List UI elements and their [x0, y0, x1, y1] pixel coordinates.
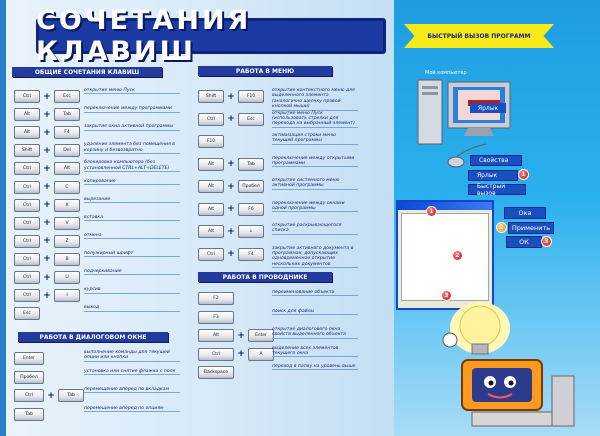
key-cap: F3: [198, 311, 234, 324]
key-cap: X: [54, 199, 80, 212]
shortcut-description: курсив: [84, 287, 180, 293]
shortcut-row: [14, 253, 80, 266]
shortcut-row: [198, 348, 274, 361]
shortcut-description: вырезание: [84, 197, 180, 203]
shortcut-row: [14, 108, 80, 121]
shortcut-row: [14, 217, 80, 230]
key-cap: Shift: [14, 144, 40, 157]
shortcut-row: [14, 90, 80, 103]
key-cap: B: [54, 253, 80, 266]
key-cap: Backspace: [198, 366, 234, 379]
shortcut-row: [14, 162, 80, 175]
mouse: [448, 157, 464, 167]
key-cap: Alt: [54, 162, 80, 175]
shortcut-row: [14, 307, 40, 320]
key-cap: Alt: [198, 225, 224, 238]
shortcut-description: удаление элемента без помещения в корзину и безвозвратно: [84, 142, 180, 154]
shortcut-description: закрытие активного документа в программах, допускающих одновременное открытие нескольких документов: [272, 246, 358, 269]
key-cap: Alt: [198, 203, 224, 216]
key-cap: Enter: [14, 352, 44, 365]
key-cap: Ctrl: [14, 217, 40, 230]
shortcut-row: [14, 126, 80, 139]
plus-icon: +: [43, 145, 51, 156]
key-cap: Пробел: [238, 180, 264, 193]
key-cap: Ctrl: [14, 253, 40, 266]
step-badge: 2: [496, 222, 507, 233]
left-edge-stripe: [0, 0, 6, 436]
context-item-shortcut[interactable]: Ярлык: [468, 170, 518, 181]
key-cap: Ctrl: [14, 235, 40, 248]
key-cap: Alt: [14, 126, 40, 139]
key-cap: C: [54, 181, 80, 194]
key-cap: F6: [238, 203, 264, 216]
shortcut-description: закрытие окна активной программы: [84, 124, 180, 130]
plus-icon: +: [43, 272, 51, 283]
key-cap: Alt: [198, 158, 224, 171]
key-cap: Enter: [248, 329, 274, 342]
dialog-button-ok[interactable]: ОК: [506, 236, 542, 248]
tower-body: [418, 80, 442, 144]
bulb-base: [472, 344, 488, 354]
dialog-button-apply[interactable]: Применить: [508, 222, 554, 234]
key-cap: Esc: [54, 90, 80, 103]
shortcut-row: [198, 113, 264, 126]
plus-icon: +: [47, 390, 55, 401]
plus-icon: +: [43, 236, 51, 247]
plus-icon: +: [227, 204, 235, 214]
step-badge: 3: [441, 290, 452, 301]
plus-icon: +: [227, 181, 235, 192]
shortcut-description: открытие меню Пуск (использовать стрелки для перехода на выбранный элемент): [272, 111, 358, 128]
shortcut-description: установка или снятие флажка с поля: [84, 369, 180, 375]
shortcut-row: [14, 144, 80, 157]
mascot-tower: [552, 376, 574, 426]
key-cap: F10: [238, 90, 264, 103]
shortcut-description: блокировка компьютера (без установленной CTRL+ALT+DELETE): [84, 160, 180, 172]
plus-icon: +: [43, 91, 51, 102]
key-cap: Ctrl: [14, 271, 40, 284]
step-badge: 1: [426, 206, 437, 217]
section-header-dialog: РАБОТА В ДИАЛОГОВОМ ОКНЕ: [18, 332, 168, 342]
shortcut-description: перемещение вперед по опциям: [84, 406, 180, 412]
shortcut-description: переключение между программами: [84, 106, 180, 112]
key-cap: Ctrl: [14, 181, 40, 194]
computer-label: Мой компьютер: [425, 70, 467, 76]
page-title: СОЧЕТАНИЯ КЛАВИШ: [36, 5, 252, 67]
key-cap: Ctrl: [198, 113, 224, 126]
key-cap: Tab: [58, 389, 84, 402]
key-cap: Ctrl: [14, 162, 40, 175]
dialog-titlebar: [398, 202, 492, 210]
key-cap: F4: [238, 248, 264, 261]
tower-slot: [422, 86, 438, 89]
shortcut-row: [198, 90, 264, 103]
shortcut-row: [14, 408, 44, 421]
shortcut-description: переименование объекта: [272, 290, 358, 296]
shortcut-description: полужирный шрифт: [84, 251, 180, 257]
shortcut-description: активизация строки меню текущей программы: [272, 133, 358, 145]
key-cap: Ctrl: [198, 248, 224, 261]
shortcut-row: [198, 203, 264, 216]
shortcut-description: отмена: [84, 233, 180, 239]
plus-icon: +: [43, 290, 51, 301]
key-cap: U: [54, 271, 80, 284]
shortcut-row: [198, 158, 264, 171]
shortcut-description: открытие диалогового окна свойств выделенного объекта: [272, 327, 358, 339]
shortcut-description: открытие раскрывающегося списка: [272, 223, 358, 235]
monitor-stand: [464, 128, 494, 136]
shortcut-row: [14, 181, 80, 194]
section-header-menu: РАБОТА В МЕНЮ: [198, 66, 332, 76]
shortcut-description: переключение между окнами одной программы: [272, 201, 358, 213]
shortcut-description: копирование: [84, 179, 180, 185]
key-cap: Shift: [198, 90, 224, 103]
shortcut-row: [198, 225, 264, 238]
shortcut-description: открытие системного меню активной программы: [272, 178, 358, 190]
shortcut-description: переход в папку на уровень выше: [272, 364, 358, 370]
plus-icon: +: [237, 349, 245, 359]
shortcut-row: [198, 366, 234, 379]
shortcut-description: выполнение команды для текущей опции или кнопки: [84, 350, 180, 362]
key-cap: V: [54, 217, 80, 230]
key-cap: Ctrl: [14, 199, 40, 212]
shortcut-description: открытие контекстного меню для выделенного элемента (аналогично щелчку правой кнопкой мыши): [272, 88, 358, 111]
context-item-quick-launch[interactable]: Быстрый вызов: [468, 184, 526, 195]
plus-icon: +: [227, 114, 235, 124]
dialog-button-ok-alt[interactable]: Ока: [504, 207, 546, 219]
key-cap: ↓: [238, 225, 264, 238]
key-cap: Ctrl: [198, 348, 234, 361]
shortcut-row: [198, 311, 234, 324]
mascot-pupil: [509, 381, 514, 386]
shortcut-description: перемещение вперед по вкладкам: [84, 387, 180, 393]
plus-icon: +: [43, 218, 51, 229]
key-cap: Alt: [198, 180, 224, 193]
key-cap: Z: [54, 235, 80, 248]
step-badge: 3: [541, 236, 552, 247]
shortcut-row: [14, 371, 44, 384]
shortcut-description: вставка: [84, 215, 180, 221]
key-cap: Ctrl: [14, 389, 44, 402]
step-badge: 2: [452, 250, 463, 261]
key-cap: Ctrl: [14, 289, 40, 302]
shortcut-row: [198, 292, 234, 305]
shortcut-description: переключение между открытыми программами: [272, 156, 358, 168]
key-cap: Tab: [238, 158, 264, 171]
dialog-body: [401, 213, 489, 301]
key-cap: F10: [198, 135, 224, 148]
mascot-pupil: [489, 381, 494, 386]
key-cap: F4: [54, 126, 80, 139]
key-cap: Tab: [54, 108, 80, 121]
plus-icon: +: [237, 330, 245, 341]
plus-icon: +: [43, 200, 51, 211]
key-cap: Alt: [14, 108, 40, 121]
hand-left: [443, 333, 457, 347]
key-cap: A: [248, 348, 274, 361]
plus-icon: +: [43, 109, 51, 120]
key-cap: Alt: [198, 329, 234, 342]
key-cap: Esc: [14, 307, 40, 320]
shortcut-row: [198, 248, 264, 261]
shortcut-description: поиск для файлы: [272, 309, 358, 315]
mascot-illustration: [432, 300, 600, 436]
plus-icon: +: [43, 254, 51, 265]
shortcut-description: выход: [84, 305, 180, 311]
plus-icon: +: [227, 159, 235, 169]
shortcut-row: [14, 352, 44, 365]
shortcut-row: [198, 135, 224, 148]
key-cap: Пробел: [14, 371, 44, 384]
shortcut-row: [14, 389, 84, 402]
mascot-keyboard: [472, 412, 562, 426]
shortcut-label[interactable]: Ярлык: [470, 103, 506, 113]
plus-icon: +: [227, 226, 235, 237]
key-cap: Ctrl: [14, 90, 40, 103]
shortcut-row: [14, 289, 80, 302]
shortcut-row: [14, 271, 80, 284]
key-cap: I: [54, 289, 80, 302]
shortcut-row: [14, 235, 80, 248]
step-badge: 1: [518, 169, 529, 180]
plus-icon: +: [227, 91, 235, 102]
key-cap: F2: [198, 292, 234, 305]
shortcut-description: подчеркивание: [84, 269, 180, 275]
tower-slot: [422, 92, 438, 95]
shortcut-description: выделение всех элементов текущего окна: [272, 346, 358, 358]
shortcut-row: [198, 180, 264, 193]
section-header-explorer: РАБОТА В ПРОВОДНИКЕ: [198, 272, 332, 282]
context-item-properties[interactable]: Свойства: [470, 155, 522, 166]
plus-icon: +: [43, 163, 51, 174]
section-header-general: ОБЩИЕ СОЧЕТАНИЯ КЛАВИШ: [12, 67, 162, 77]
key-cap: Esc: [238, 113, 264, 126]
plus-icon: +: [43, 182, 51, 192]
shortcut-description: открытие меню Пуск: [84, 88, 180, 94]
key-cap: Tab: [14, 408, 44, 421]
shortcut-row: [14, 199, 80, 212]
bulb-glass: [460, 306, 500, 346]
shortcut-row: [198, 329, 274, 342]
plus-icon: +: [43, 127, 51, 138]
ribbon-label: БЫСТРЫЙ ВЫЗОВ ПРОГРАММ: [427, 32, 531, 40]
key-cap: Del: [54, 144, 80, 157]
plus-icon: +: [227, 249, 235, 259]
